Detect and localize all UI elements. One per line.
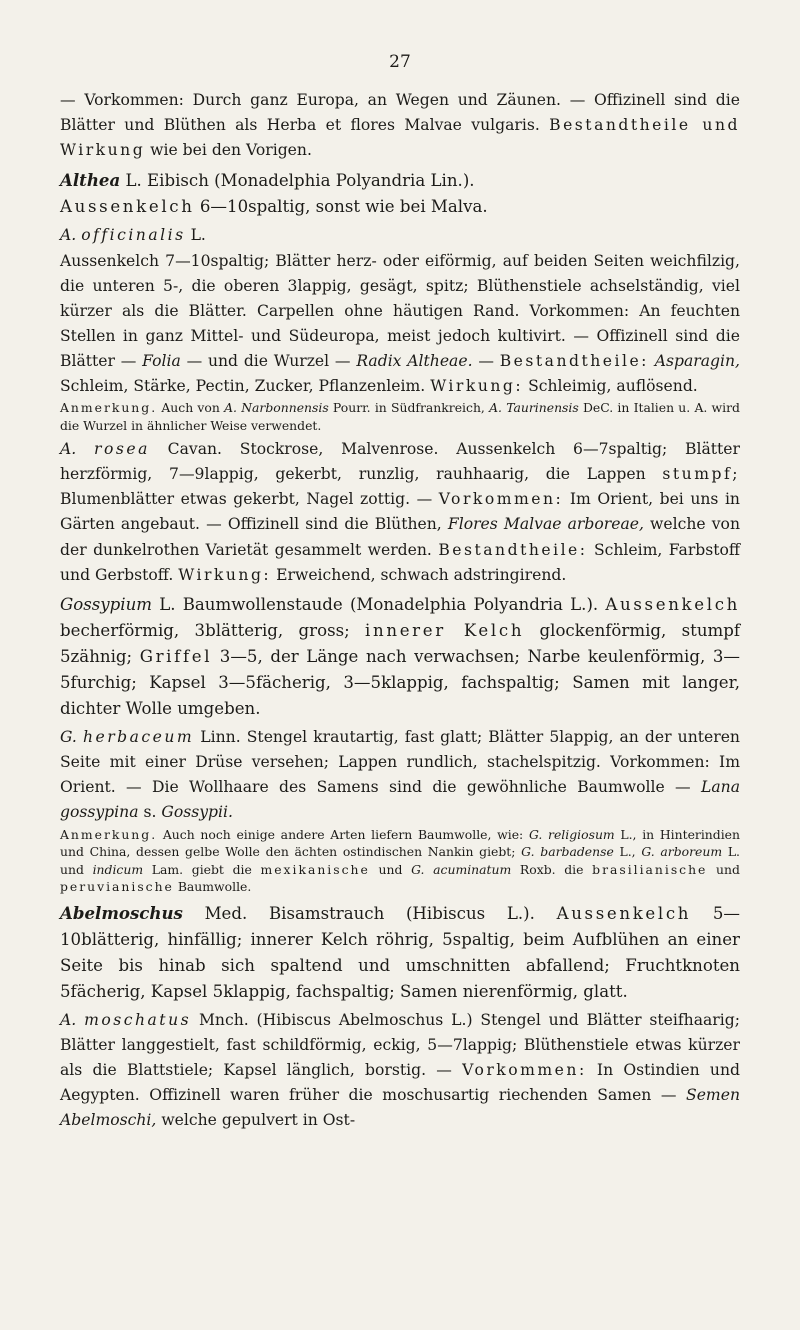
althea-aussenkelch: Aussenkelch 6—10spaltig, sonst wie bei Malva. — [60, 197, 488, 217]
heading-althea-officinalis: A. officinalis L. — [60, 226, 206, 245]
note-gossypium: Anmerkung. Auch noch einige andere Arten liefern Baumwolle, wie: G. religiosum L., in Hinterindien und China, dessen gelbe Wolle den ächten ostindischen Nankin giebt; G. barbadense L., G. arboreum L. und indicum Lam. giebt die mexikanische und G. acuminatum Roxb. die brasilianische und peruvianische Baumwolle. — [60, 826, 740, 895]
note-althea: Anmerkung. Auch von A. Narbonnensis Pourr. in Südfrankreich, A. Taurinensis DeC. in Italien u. A. wird die Wurzel in ähnlicher Weise verwendet. — [60, 400, 740, 433]
paragraph-gossypium-herbaceum: G. herbaceum Linn. Stengel krautartig, fast glatt; Blätter 5lappig, an der unteren Seite mit einer Drüse versehen; Lappen rundlich, stachelspitzig. Vorkommen: Im Orient. — Die Wollhaare des Samens sind die gewöhnliche Baumwolle — Lana gossypina s. Gossypii. — [60, 728, 740, 822]
page-body — [60, 88, 740, 1133]
page-number: 27 — [389, 52, 411, 72]
paragraph-althea-officinalis: Aussenkelch 7—10spaltig; Blätter herz- oder eiförmig, auf beiden Seiten weichfilzig, die unteren 5-, die oberen 3lappig, gesägt, spitz; Blüthenstiele achselständig, viel kürzer als die Blätter. Carpellen ohne häutigen Rand. Vorkommen: An feuchten Stellen in ganz Mittel- und Südeuropa, meist jedoch kultivirt. — Offizinell sind die Blätter — Folia — und die Wurzel — Radix Altheae. — Bestandtheile: Asparagin, Schleim, Stärke, Pectin, Zucker, Pflanzenleim. Wirkung: Schleimig, auflösend. — [60, 251, 740, 396]
paragraph-althea-rosea: A. rosea Cavan. Stockrose, Malvenrose. Aussenkelch 6—7spaltig; Blätter herzförmig, 7—9lappig, gekerbt, runzlig, rauhhaarig, die Lappen stumpf; Blumenblätter etwas gekerbt, Nagel zottig. — Vorkommen: Im Orient, bei uns in Gärten angebaut. — Offizinell sind die Blüthen, Flores Malvae arboreae, welche von der dunkelrothen Varietät gesammelt werden. Bestandtheile: Schleim, Farbstoff und Gerbstoff. Wirkung: Erweichend, schwach adstringirend. — [60, 440, 740, 584]
heading-althea: Althea L. Eibisch (Monadelphia Polyandria Lin.). — [60, 170, 475, 191]
heading-abelmoschus: Abelmoschus Med. Bisamstrauch (Hibiscus L.). Aussenkelch 5—10blätterig, hinfällig; innerer Kelch röhrig, 5spaltig, beim Aufblühen an einer Seite bis hinab sich spaltend und umschnitten abfallend; Fruchtknoten 5fächerig, Kapsel 5klappig, fachspaltig; Samen nierenförmig, glatt. — [60, 902, 740, 1001]
paragraph-malva-continuation: — Vorkommen: Durch ganz Europa, an Wegen und Zäunen. — Offizinell sind die Blätter und Blüthen als Herba et flores Malvae vulgaris. Bestandtheile und Wirkung wie bei den Vorigen. — [60, 91, 740, 160]
heading-gossypium: Gossypium L. Baumwollenstaude (Monadelphia Polyandria L.). Aussenkelch becherförmig, 3blätterig, gross; innerer Kelch glockenförmig, stumpf 5zähnig; Griffel 3—5, der Länge nach verwachsen; Narbe keulenförmig, 3—5furchig; Kapsel 3—5fächerig, 3—5klappig, fachspaltig; Samen mit langer, dichter Wolle umgeben. — [60, 594, 740, 719]
paragraph-abelmoschus-moschatus: A. moschatus Mnch. (Hibiscus Abelmoschus L.) Stengel und Blätter steifhaarig; Blätter langgestielt, fast schildförmig, eckig, 5—7lappig; Blüthenstiele etwas kürzer als die Blattstiele; Kapsel länglich, borstig. — Vorkommen: In Ostindien und Aegypten. Offizinell waren früher die moschusartig riechenden Samen — Semen Abelmoschi, welche gepulvert in Ost- — [60, 1010, 740, 1130]
